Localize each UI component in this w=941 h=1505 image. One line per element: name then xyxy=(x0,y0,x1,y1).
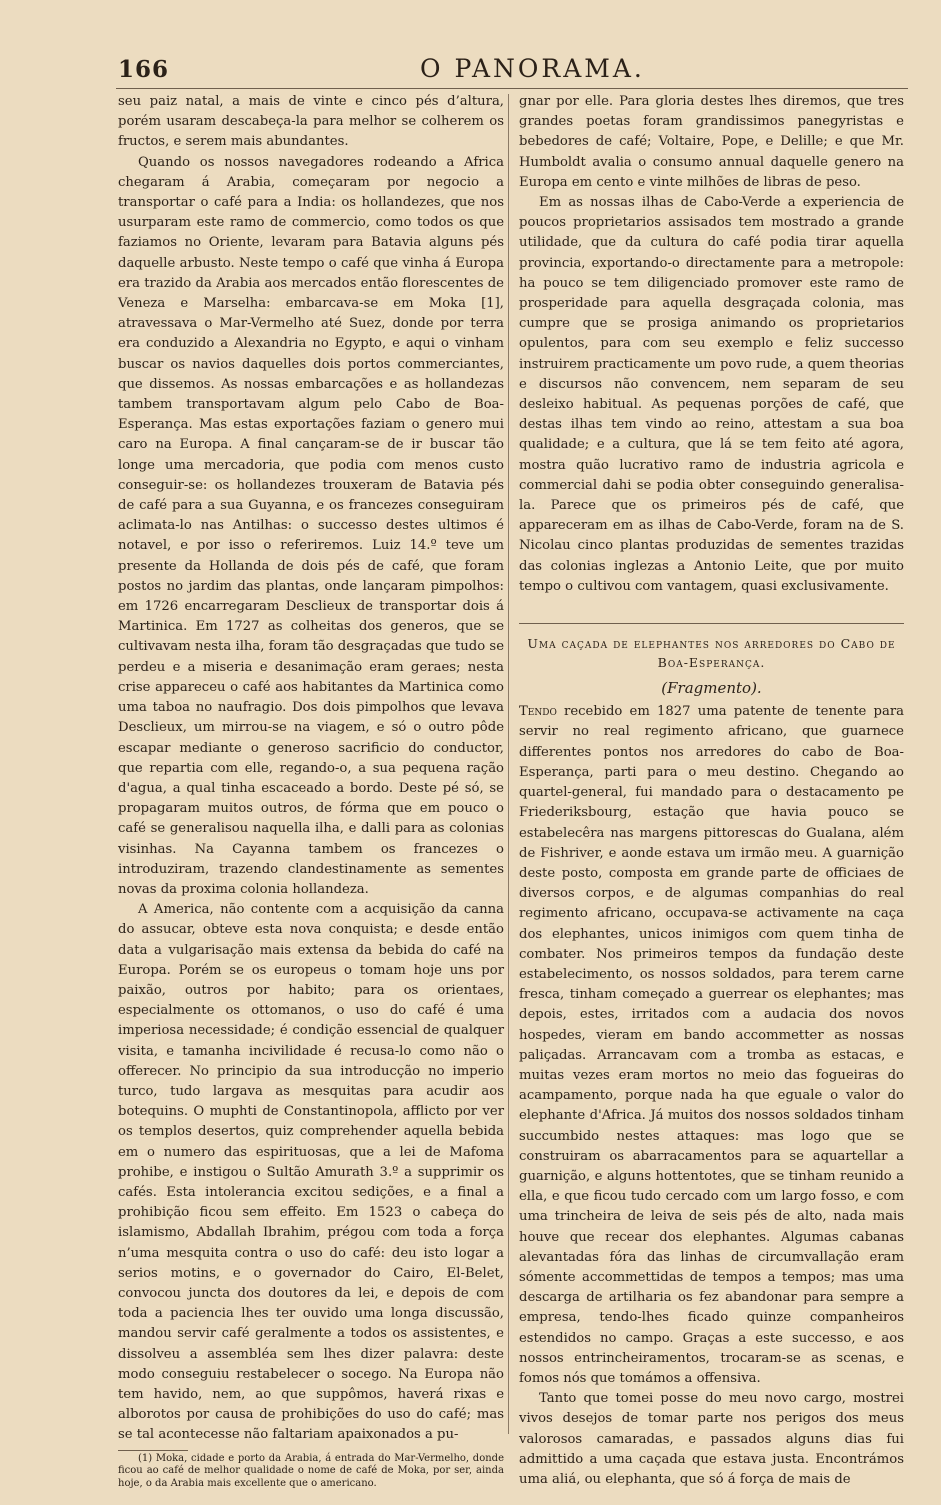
paragraph: Quando os nossos navegadores rodeando a Africa chegaram á Arabia, começaram por negocio a transportar o café para a India: os hollandezes, que nos usurparam este ramo de commercio, como todos os que faziamos no Oriente, levaram para Batavia alguns pés daquelle arbusto. Neste tempo o café que vinha á Europa era trazido da Arabia aos mercados então florescentes de Veneza e Marselha: embarcava-se em Moka [1], atravessava o Mar-Vermelho até Suez, donde por terra era conduzido a Alexandria no Egypto, e aqui o vinham buscar os navios daquelles dois portos commerciantes, que dissemos. As nossas embarcações e as hollandezas tambem transportavam algum pelo Cabo de Boa-Esperança. Mas estas exportações faziam o genero mui caro na Europa. A final cançaram-se de ir buscar tão longe uma mercadoria, que podia com menos custo conseguir-se: os hollandezes trouxeram de Batavia pés de café para a sua Guyanna, e os francezes conseguiram aclimata-lo nas Antilhas: o successo destes ultimos é notavel, e por isso o referiremos. Luiz 14.º teve um presente da Hollanda de dois pés de café, que foram postos no jardim das plantas, onde lançaram pimpolhos: em 1726 encarregaram Desclieux de transportar dois á Martinica. Em 1727 as colheitas dos generos, que se cultivavam nesta ilha, foram tão desgraçadas que tudo se perdeu e a miseria e desanimação eram geraes; nesta crise appareceu o café aos habitantes da Martinica como uma taboa no naufragio. Dos dois pimpolhos que levava Desclieux, um mirrou-se na viagem, e só o outro pôde escapar mediante o generoso sacrificio do conductor, que repartia com elle, regando-o, a sua pequena ração d'agua, a qual tinha escaceado a bordo. Deste pé só, se propagaram muitos outros, de fórma que em pouco o café se generalisou naquella ilha, e dalli para as colonias visinhas. Na Cayanna tambem os francezes o introduziram, trazendo clandestinamente as sementes novas da proxima colonia hollandeza. xyxy=(118,154,504,897)
article-paragraph: Tanto que tomei posse do meu novo cargo, mostrei vivos desejos de tomar parte nos perigos dos meus valorosos camaradas, e passados alguns dias fui admittido a uma caçada que estava justa. Encontrámos uma aliá, ou elephanta, que só á força de mais de xyxy=(519,1391,904,1487)
article-lead-word: Tendo xyxy=(519,704,557,720)
paragraph: seu paiz natal, a mais de vinte e cinco pés d’altura, porém usaram descabeça-la para melhor se colherem os fructos, e serem mais abundantes. xyxy=(118,94,504,150)
article-subtitle: (Fragmento). xyxy=(661,679,762,698)
column-divider xyxy=(508,94,509,1434)
footnote-rule xyxy=(118,1450,188,1451)
paragraph: gnar por elle. Para gloria destes lhes diremos, que tres grandes poetas foram grandissimos panegyristas e bebedores de café; Voltaire, Pope, e Delille; e que Mr. Humboldt avalia o consumo annual daquelle genero na Europa em cento e vinte milhões de libras de peso. xyxy=(519,94,904,190)
running-title: O PANORAMA. xyxy=(420,54,645,83)
page-number: 166 xyxy=(118,56,170,83)
header-rule xyxy=(116,88,908,89)
paragraph: Em as nossas ilhas de Cabo-Verde a experiencia de poucos proprietarios assisados tem mostrado a grande utilidade, que da cultura do café podia tirar aquella provincia, exportando-o directamente para a metropole: ha pouco se tem diligenciado promover este ramo de prosperidade para aquella desgraçada colonia, mas cumpre que se prosiga animando os proprietarios opulentos, para com seu exemplo e feliz successo instruirem practicamente um povo rude, a quem theorias e discursos não convencem, nem separam de seu desleixo habitual. As pequenas porções de café, que destas ilhas tem vindo ao reino, attestam a sua boa qualidade; e a cultura, que lá se tem feito até agora, mostra quão lucrativo ramo de industria agricola e commercial dahi se podia obter conseguindo generalisa-la. Parece que os primeiros pés de café, que appareceram em as ilhas de Cabo-Verde, foram na de S. Nicolau cinco plantas produzidas de sementes trazidas das colonias inglezas a Antonio Leite, que por muito tempo o cultivou com vantagem, quasi exclusivamente. xyxy=(519,195,904,594)
article-title: Uma caçada de elephantes nos arredores do Cabo de Boa-Esperança. xyxy=(527,636,896,671)
right-column xyxy=(519,92,904,1490)
paragraph: A America, não contente com a acquisição da canna do assucar, obteve esta nova conquista; e desde então data a vulgarisação mais extensa da bebida do café na Europa. Porém se os europeus o tomam hoje uns por paixão, outros por habito; para os orientaes, especialmente os ottomanos, o uso do café é uma imperiosa necessidade; é condição essencial de qualquer visita, e tamanha incivilidade é recusa-lo como não o offerecer. No principio da sua introducção no imperio turco, tudo largava as mesquitas para acudir aos botequins. O muphti de Constantinopola, afflicto por ver os templos desertos, quiz comprehender aquella bebida em o numero das espirituosas, que a lei de Mafoma prohibe, e instigou o Sultão Amurath 3.º a supprimir os cafés. Esta intolerancia excitou sedições, e a final a prohibição ficou sem effeito. Em 1523 o cabeça do islamismo, Abdallah Ibrahim, prégou com toda a força n’uma mesquita contra o uso do café: deu isto logar a serios motins, e o governador do Cairo, El-Belet, convocou juncta dos doutores da lei, e depois de com toda a paciencia lhes ter ouvido uma longa discussão, mandou servir café geralmente a todos os assistentes, e dissolveu a assembléa sem lhes dizer palavra: deste modo conseguiu restabelecer o socego. Na Europa não tem havido, nem, ao que suppômos, haverá rixas e alborotos por causa de prohibições do uso do café; mas se tal acontecesse não faltariam apaixonados a pu- xyxy=(118,902,504,1443)
article-paragraph-text: recebido em 1827 uma patente de tenente para servir no real regimento africano, que guarnece differentes pontos nos arredores do cabo de Boa-Esperança, parti para o meu destino. Chegando ao quartel-general, fui mandado para o destacamento pe Friederiksbourg, estação que havia pouco se estabelecêra nas margens pittorescas do Gualana, além de Fishriver, e aonde estava um irmão meu. A guarnição deste posto, composta em grande parte de officiaes de diversos corpos, e de algumas companhias do real regimento africano, occupava-se activamente na caça dos elephantes, unicos inimigos com quem tinha de combater. Nos primeiros tempos da fundação deste estabelecimento, os nossos soldados, para terem carne fresca, tinham começado a guerrear os elephantes; mas depois, estes, irritados com a audacia dos novos hospedes, vieram em bando accommetter as nossas paliçadas. Arrancavam com a tromba as estacas, e muitas vezes eram mortos no meio das fogueiras do acampamento, porque nada ha que eguale o valor do elephante d'Africa. Já muitos dos nossos soldados tinham succumbido nestes attaques: mas logo que se construiram os abarracamentos para se aquartellar a guarnição, e alguns hottentotes, que se tinham reunido a ella, e que ficou tudo cercado com um largo fosso, e com uma trincheira de leiva de seis pés de alto, nada mais houve que recear dos elephantes. Algumas cabanas alevantadas fóra das linhas de circumvallação eram sómente accommettidas de tempos a tempos; mas uma descarga de artilharia os fez abandonar para sempre a empresa, tendo-lhes ficado quinze companheiros estendidos no campo. Graças a este successo, e aos nossos entrincheiramentos, trocaram-se as scenas, e fomos nós que tomámos a offensiva. xyxy=(519,704,904,1386)
footnote: (1) Moka, cidade e porto da Arabia, á entrada do Mar-Vermelho, donde ficou ao café de melhor qualidade o nome de café de Moka, por ser, ainda hoje, o da Arabia mais excellente que o americano. xyxy=(118,1452,504,1489)
left-column xyxy=(118,92,504,1490)
section-separator xyxy=(519,623,904,624)
article-paragraph xyxy=(519,702,904,1389)
